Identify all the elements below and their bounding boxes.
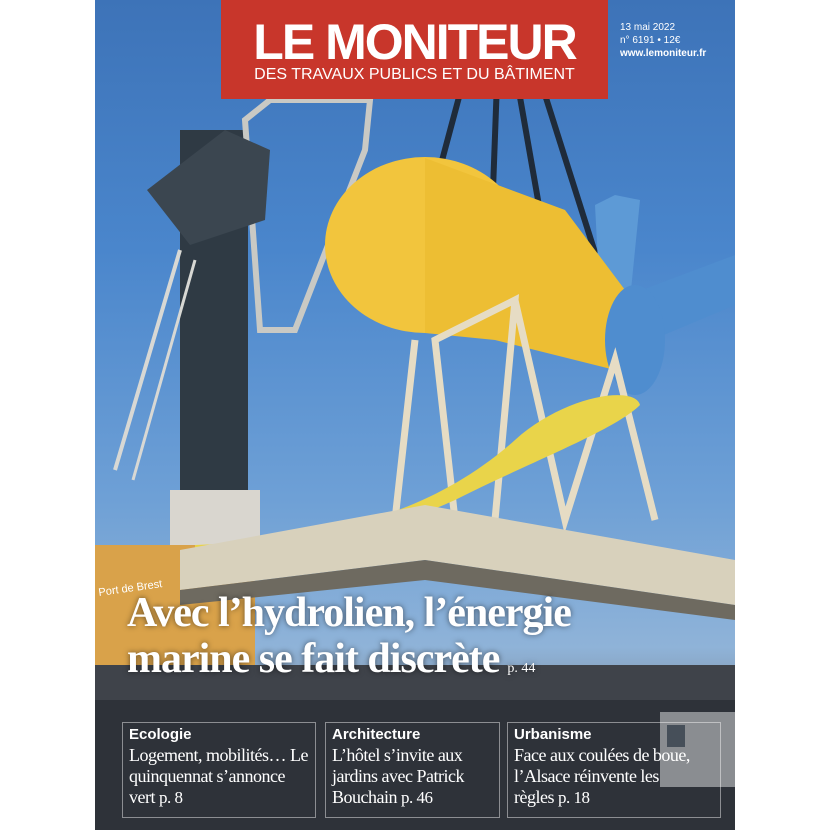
teaser-text	[332, 745, 493, 808]
issue-website: www.lemoniteur.fr	[620, 48, 707, 59]
teaser-category: Ecologie	[129, 726, 192, 743]
magazine-cover	[95, 0, 735, 830]
main-headline	[127, 590, 727, 692]
issue-date: 13 mai 2022	[620, 22, 676, 33]
teaser-urbanisme	[507, 722, 721, 818]
masthead-subtitle: DES TRAVAUX PUBLICS ET DU BÂTIMENT	[254, 66, 575, 83]
teaser-category: Urbanisme	[514, 726, 592, 743]
teaser-text-body: Logement, mobilités… Le quinquennat s’annonce vert	[129, 745, 308, 807]
teaser-text-body: L’hôtel s’invite aux jardins avec Patrick Bouchain	[332, 745, 464, 807]
teaser-text	[514, 745, 714, 808]
teaser-text-body: Face aux coulées de boue, l’Alsace réinvente les règles	[514, 745, 690, 807]
teaser-page: p. 18	[557, 788, 590, 807]
headline-line-2-text: marine se fait discrète	[127, 636, 500, 682]
turbine-tail	[605, 285, 665, 395]
teaser-category: Architecture	[332, 726, 421, 743]
crane-machine	[170, 490, 260, 545]
teaser-page: p. 8	[158, 788, 183, 807]
teaser-text	[129, 745, 309, 808]
teaser-ecologie	[122, 722, 316, 818]
headline-line-1: Avec l’hydrolien, l’énergie	[127, 590, 571, 636]
headline-line-2	[127, 636, 727, 692]
headline-page: p. 44	[507, 661, 536, 676]
masthead	[221, 0, 608, 99]
issue-info	[620, 21, 732, 60]
issue-number-price: n° 6191 • 12€	[620, 35, 681, 46]
teaser-architecture	[325, 722, 500, 818]
teaser-page: p. 46	[401, 788, 433, 807]
masthead-title: LE MONITEUR	[253, 14, 576, 70]
crane-ladder	[115, 250, 180, 470]
crane-sign-text: Port de Brest	[97, 578, 163, 599]
cover-photo	[95, 0, 735, 830]
